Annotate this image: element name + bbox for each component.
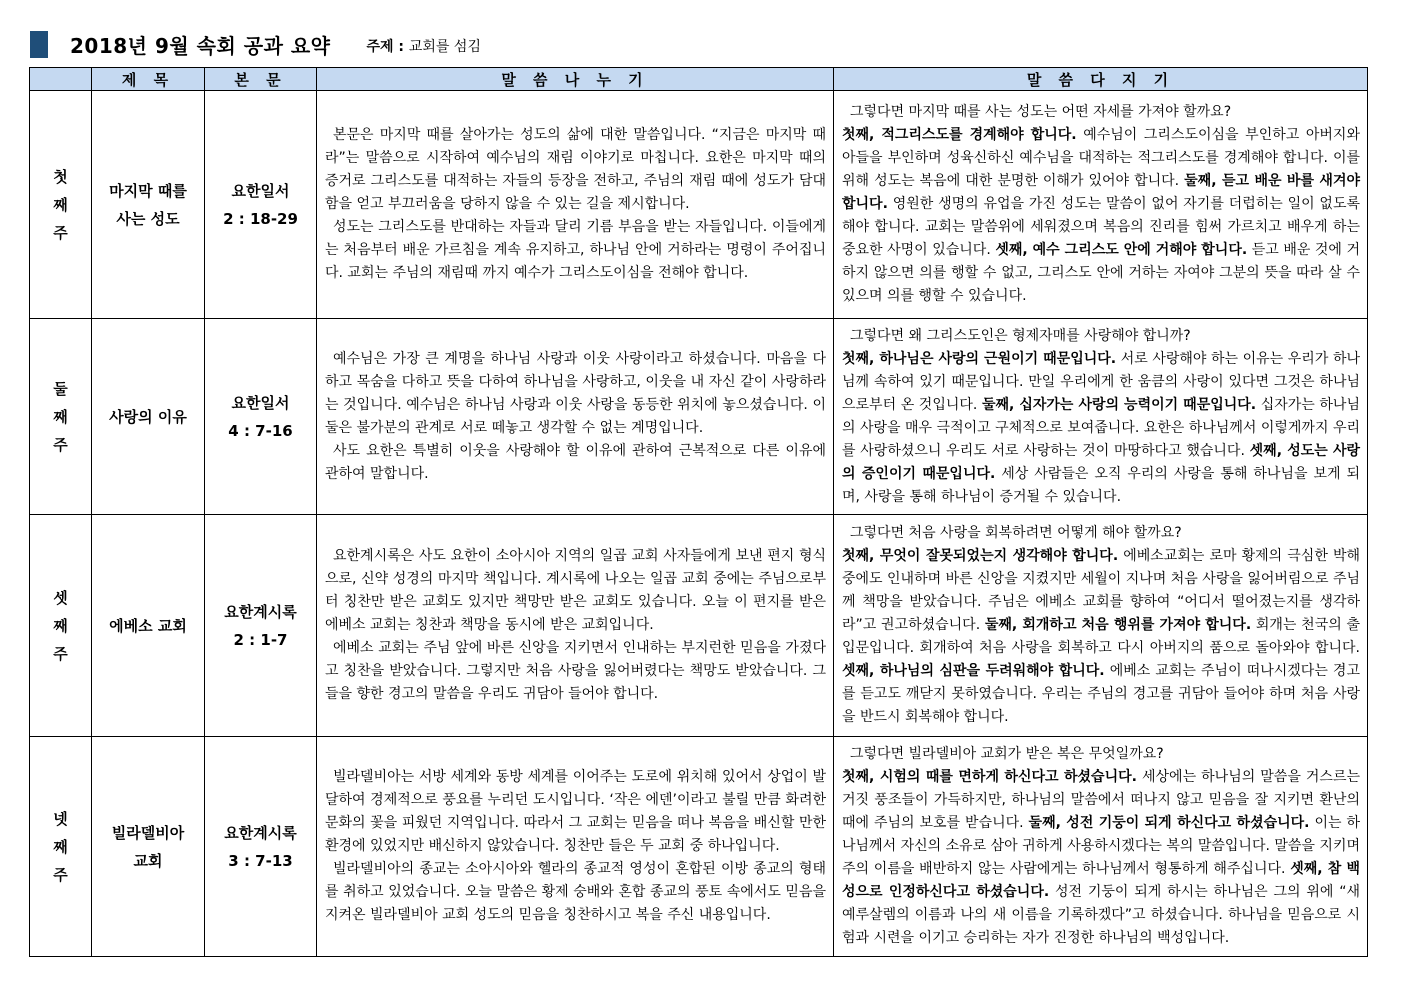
lesson-table [29, 67, 1368, 957]
apply-text: 그렇다면 왜 그리스도인은 형제자매를 사랑해야 합니까? 첫째, 하나님은 사랑의 근원이기 때문입니다. 서로 사랑해야 하는 이유는 우리가 하나님께 속하여 있기 때문입니다. 만일 우리에게 한 움큼의 사랑이 있다면 그것은 하나님으로부터 온 것입니다. 둘째, 십자가는 사랑의 능력이기 때문입니다. 십자가는 하나님의 사랑을 매우 극적이고 구체적으로 보여줍니다. 요한은 하나님께서 이렇게까지 우리를 사랑하셨으니 우리도 서로 사랑하는 것이 마땅하다고 했습니다. 셋째, 성도는 사랑의 증인이기 때문입니다. 세상 사람들은 오직 우리의 사랑을 통해 하나님을 보게 되며, 사랑을 통해 하나님이 증거될 수 있습니다. [834, 319, 1368, 515]
page-title: 2018년 9월 속회 공과 요약 [70, 33, 331, 58]
title-bar [30, 30, 481, 58]
header-title: 제 목 [92, 68, 205, 91]
lesson-title: 사랑의 이유 [92, 319, 205, 515]
week-label: 셋 째 주 [30, 515, 92, 737]
subject-value: 교회를 섬김 [408, 39, 481, 55]
lesson-title: 빌라델비아 교회 [92, 737, 205, 957]
week-label: 넷 째 주 [30, 737, 92, 957]
table-row [30, 319, 1368, 515]
header-apply: 말 씀 다 지 기 [834, 68, 1368, 91]
apply-text: 그렇다면 빌라델비아 교회가 받은 복은 무엇일까요? 첫째, 시험의 때를 면하게 하신다고 하셨습니다. 세상에는 하나님의 말씀을 거스르는 거짓 풍조들이 가득하지만, 하나님의 말씀에서 떠나지 않고 믿음을 잘 지키면 환난의 때에 주님의 보호를 받습니다. 둘째, 성전 기둥이 되게 하신다고 하셨습니다. 이는 하나님께서 자신의 소유로 삼아 귀하게 사용하시겠다는 복의 말씀입니다. 말씀을 지키며 주의 이름을 배반하지 않는 사람에게는 하나님께서 형통하게 해주십니다. 셋째, 참 백성으로 인정하신다고 하셨습니다. 성전 기둥이 되게 하시는 하나님은 그의 위에 “새 예루살렘의 이름과 나의 새 이름을 기록하겠다”고 하셨습니다. 하나님을 믿음으로 시험과 시련을 이기고 승리하는 자가 진정한 하나님의 백성입니다. [834, 737, 1368, 957]
header-passage: 본 문 [205, 68, 317, 91]
header-week [30, 68, 92, 91]
subject [367, 36, 481, 56]
week-label: 첫 째 주 [30, 91, 92, 319]
share-text: 본문은 마지막 때를 살아가는 성도의 삶에 대한 말씀입니다. “지금은 마지막 때라”는 말씀으로 시작하여 예수님의 재림 이야기로 마칩니다. 요한은 마지막 때의 증거로 그리스도를 대적하는 자들의 등장을 전하고, 주님의 재림 때에 성도가 담대함을 얻고 부끄러움을 당하지 않을 수 있는 길을 제시합니다. 성도는 그리스도를 반대하는 자들과 달리 기름 부음을 받는 자들입니다. 이들에게는 처음부터 배운 가르침을 계속 유지하고, 하나님 안에 거하라는 명령이 주어집니다. 교회는 주님의 재림때 까지 예수가 그리스도이심을 전해야 합니다. [317, 91, 834, 319]
header-share: 말 씀 나 누 기 [317, 68, 834, 91]
apply-text: 그렇다면 마지막 때를 사는 성도는 어떤 자세를 가져야 할까요? 첫째, 적그리스도를 경계해야 합니다. 예수님이 그리스도이심을 부인하고 아버지와 아들을 부인하며 성육신하신 예수님을 대적하는 적그리스도를 경계해야 합니다. 이를 위해 성도는 복음에 대한 분명한 이해가 있어야 합니다. 둘째, 듣고 배운 바를 새겨야 합니다. 영원한 생명의 유업을 가진 성도는 말씀이 없어 자기를 더럽히는 일이 없도록 해야 합니다. 교회는 말씀위에 세워졌으며 복음의 진리를 힘써 가르치고 배우게 하는 중요한 사명이 있습니다. 셋째, 예수 그리스도 안에 거해야 합니다. 듣고 배운 것에 거하지 않으면 의를 행할 수 없고, 그리스도 안에 거하는 자여야 그분의 뜻을 따라 살 수 있으며 의를 행할 수 있습니다. [834, 91, 1368, 319]
subject-label: 주제 : [366, 39, 405, 55]
table-row [30, 737, 1368, 957]
scripture-ref: 요한계시록 3 : 7-13 [205, 737, 317, 957]
share-text: 예수님은 가장 큰 계명을 하나님 사랑과 이웃 사랑이라고 하셨습니다. 마음을 다하고 목숨을 다하고 뜻을 다하여 하나님을 사랑하고, 이웃을 내 자신 같이 사랑하라는 것입니다. 예수님은 하나님 사랑과 이웃 사랑을 동등한 위치에 놓으셨습니다. 이 둘은 불가분의 관계로 서로 떼놓고 생각할 수 없는 계명입니다. 사도 요한은 특별히 이웃을 사랑해야 할 이유에 관하여 근복적으로 다른 이유에 관하여 말합니다. [317, 319, 834, 515]
apply-text: 그렇다면 처음 사랑을 회복하려면 어떻게 해야 할까요? 첫째, 무엇이 잘못되었는지 생각해야 합니다. 에베소교회는 로마 황제의 극심한 박해중에도 인내하며 바른 신앙을 지켰지만 세월이 지나며 처음 사랑을 잃어버림으로 주님께 책망을 받았습니다. 주님은 에베소 교회를 향하여 “어디서 떨어졌는지를 생각하라”고 권고하셨습니다. 둘째, 회개하고 처음 행위를 가져야 합니다. 회개는 천국의 출입문입니다. 회개하여 처음 사랑을 회복하고 다시 아버지의 품으로 돌아와야 합니다. 셋째, 하나님의 심판을 두려워해야 합니다. 에베소 교회는 주님이 떠나시겠다는 경고를 듣고도 깨닫지 못하였습니다. 우리는 주님의 경고를 귀담아 들어야 하며 처음 사랑을 반드시 회복해야 합니다. [834, 515, 1368, 737]
table-row [30, 91, 1368, 319]
scripture-ref: 요한일서 4 : 7-16 [205, 319, 317, 515]
lesson-title: 에베소 교회 [92, 515, 205, 737]
share-text: 요한계시록은 사도 요한이 소아시아 지역의 일곱 교회 사자들에게 보낸 편지 형식으로, 신약 성경의 마지막 책입니다. 계시록에 나오는 일곱 교회 중에는 주님으로부터 칭찬만 받은 교회도 있지만 책망만 받은 교회도 있습니다. 오늘 이 편지를 받은 에베소 교회는 칭찬과 책망을 동시에 받은 교회입니다. 에베소 교회는 주님 앞에 바른 신앙을 지키면서 인내하는 부지런한 믿음을 가졌다고 칭찬을 받았습니다. 그렇지만 처음 사랑을 잃어버렸다는 책망도 받았습니다. 그들을 향한 경고의 말씀을 우리도 귀담아 들어야 합니다. [317, 515, 834, 737]
scripture-ref: 요한계시록 2 : 1-7 [205, 515, 317, 737]
title-marker [30, 31, 48, 58]
scripture-ref: 요한일서 2 : 18-29 [205, 91, 317, 319]
table-row [30, 515, 1368, 737]
header-row [30, 68, 1368, 91]
week-label: 둘 째 주 [30, 319, 92, 515]
share-text: 빌라델비아는 서방 세계와 동방 세계를 이어주는 도로에 위치해 있어서 상업이 발달하여 경제적으로 풍요를 누리던 도시입니다. ‘작은 에덴’이라고 불릴 만큼 화려한 문화의 꽃을 피웠던 지역입니다. 따라서 그 교회는 믿음을 떠나 복음을 배신할 만한 환경에 있었지만 배신하지 않았습니다. 칭찬만 들은 두 교회 중 하나입니다. 빌라델비아의 종교는 소아시아와 헬라의 종교적 영성이 혼합된 이방 종교의 형태를 취하고 있었습니다. 오늘 말씀은 황제 숭배와 혼합 종교의 풍토 속에서도 믿음을 지켜온 빌라델비아 교회 성도의 믿음을 칭찬하시고 복을 주신 내용입니다. [317, 737, 834, 957]
lesson-title: 마지막 때를 사는 성도 [92, 91, 205, 319]
